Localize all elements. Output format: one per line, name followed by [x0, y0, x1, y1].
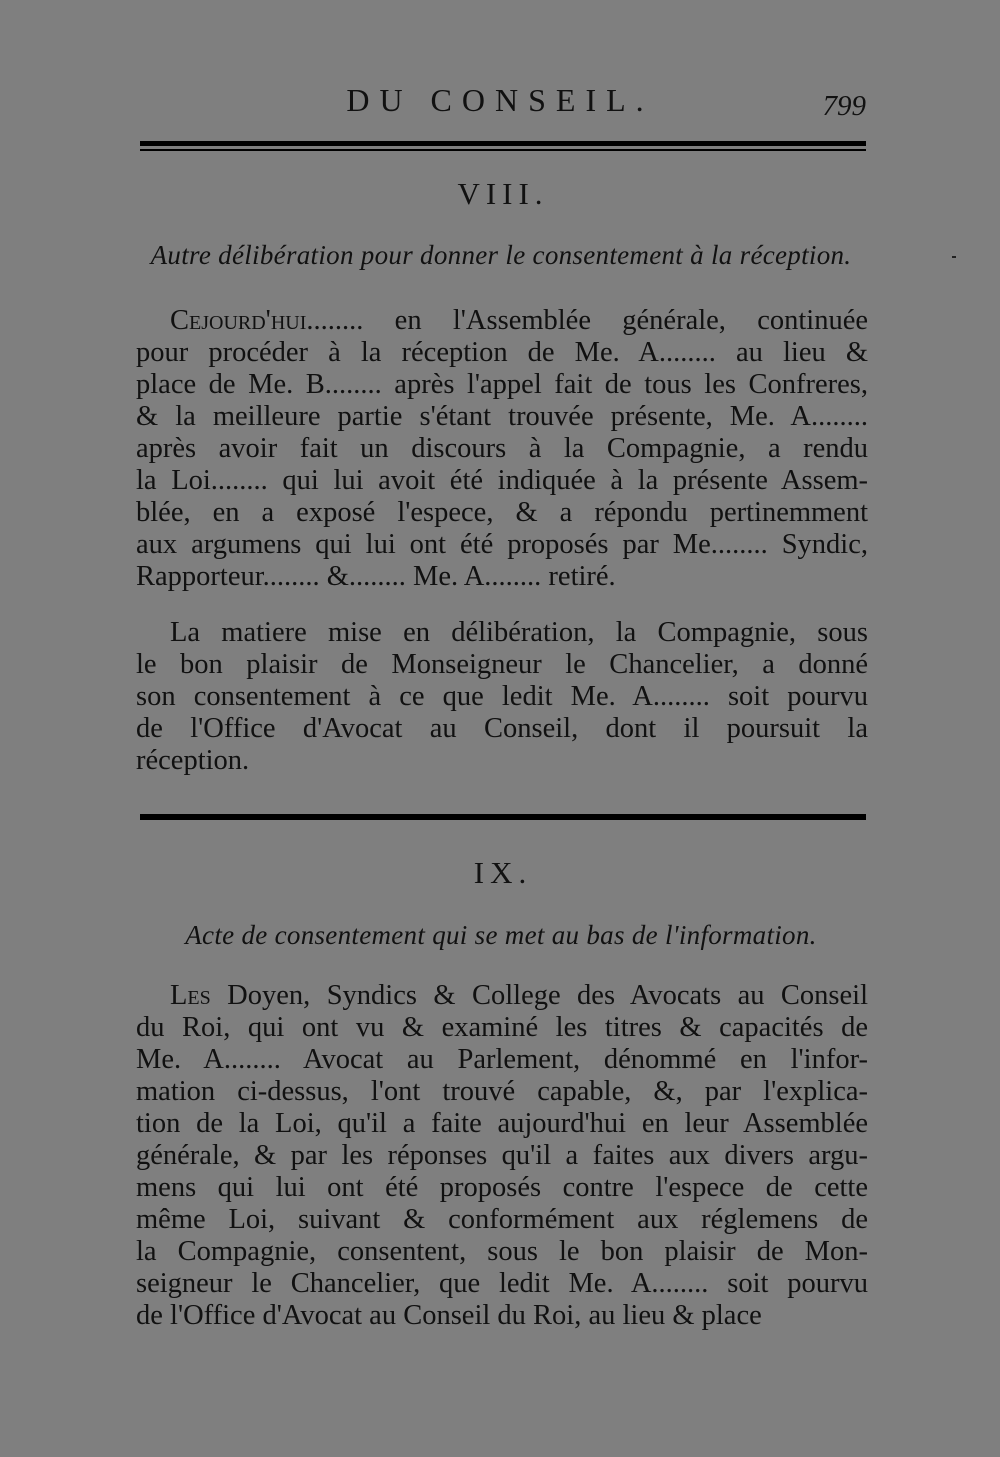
text-line [136, 529, 868, 561]
section-9-number: IX. [473, 855, 533, 890]
text-line [136, 1044, 868, 1076]
line-text: la Compagnie, consentent, sous le bon plaisir de Mon- [136, 1236, 868, 1267]
line-text: Rapporteur........ &........ Me. A........ retiré. [136, 561, 616, 592]
text-line: de l'Office d'Avocat au Conseil, dont il poursuit la [136, 713, 868, 744]
line-text: Doyen, Syndics & College des Avocats au Conseil [210, 980, 868, 1011]
text-line [136, 1236, 868, 1268]
text-line: son consentement à ce que ledit Me. A........ soit pourvu [136, 681, 868, 712]
text-line [136, 1172, 868, 1204]
section-8-paragraph-2 [136, 617, 868, 777]
line-text: seigneur le Chancelier, que ledit Me. A........ soit pourvu [136, 1268, 868, 1299]
text-line [136, 1076, 868, 1108]
line-text: ........ en l'Assemblée générale, continuée [306, 305, 868, 336]
section-8-title: Autre délibération pour donner le consentement à la réception. [150, 240, 852, 270]
section-8-paragraph-1 [136, 305, 868, 593]
line-text: générale, & par les réponses qu'il a faites aux divers argu- [136, 1140, 868, 1171]
text-line [136, 497, 868, 529]
line-text: de l'Office d'Avocat au Conseil du Roi, au lieu & place [136, 1300, 762, 1331]
text-line [136, 1268, 868, 1300]
text-line: La matiere mise en délibération, la Compagnie, sous [170, 617, 868, 648]
line-text: pour procéder à la réception de Me. A........ au lieu & [136, 337, 868, 368]
text-line [136, 337, 868, 369]
line-text: même Loi, suivant & conformément aux réglemens de [136, 1204, 868, 1235]
text-line: réception. [136, 745, 250, 776]
line-text: blée, en a exposé l'espece, & a répondu pertinemment [136, 497, 868, 528]
text-line [136, 401, 868, 433]
header-rule [140, 141, 866, 146]
text-line [136, 1204, 868, 1236]
section-divider [140, 814, 866, 820]
text-line [136, 1300, 868, 1332]
section-8-number: VIII. [457, 176, 549, 211]
line-text: place de Me. B........ après l'appel fait de tous les Confreres, [136, 369, 868, 400]
text-line [136, 465, 868, 497]
line-text: Me. A........ Avocat au Parlement, dénommé en l'infor- [136, 1044, 868, 1075]
text-line [136, 433, 868, 465]
text-line [136, 980, 868, 1012]
page-number: 799 [822, 90, 866, 122]
print-speck [952, 256, 956, 258]
page-header [140, 82, 866, 126]
text-line [136, 561, 868, 593]
line-text: après avoir fait un discours à la Compagnie, a rendu [136, 433, 868, 464]
drop-word: Les [170, 980, 211, 1011]
line-text: aux argumens qui lui ont été proposés par Me........ Syndic, [136, 529, 868, 560]
section-9-title: Acte de consentement qui se met au bas de l'information. [185, 920, 817, 950]
header-rule-thin [140, 149, 866, 151]
text-line [136, 1108, 868, 1140]
text-line [136, 1140, 868, 1172]
running-head: DU CONSEIL. [346, 82, 654, 118]
text-line [136, 305, 868, 337]
text-line [136, 1012, 868, 1044]
section-9-paragraph-1 [136, 980, 868, 1332]
line-text: la Loi........ qui lui avoit été indiquée à la présente Assem- [136, 465, 868, 496]
line-text: du Roi, qui ont vu & examiné les titres & capacités de [136, 1012, 868, 1043]
text-line: le bon plaisir de Monseigneur le Chancelier, a donné [136, 649, 868, 680]
line-text: & la meilleure partie s'étant trouvée présente, Me. A........ [136, 401, 868, 432]
line-text: tion de la Loi, qu'il a faite aujourd'hui en leur Assemblée [136, 1108, 868, 1139]
text-line [136, 369, 868, 401]
line-text: mation ci-dessus, l'ont trouvé capable, &, par l'explica- [136, 1076, 868, 1107]
drop-word: Cejourd'hui [170, 305, 307, 336]
line-text: mens qui lui ont été proposés contre l'espece de cette [136, 1172, 868, 1203]
